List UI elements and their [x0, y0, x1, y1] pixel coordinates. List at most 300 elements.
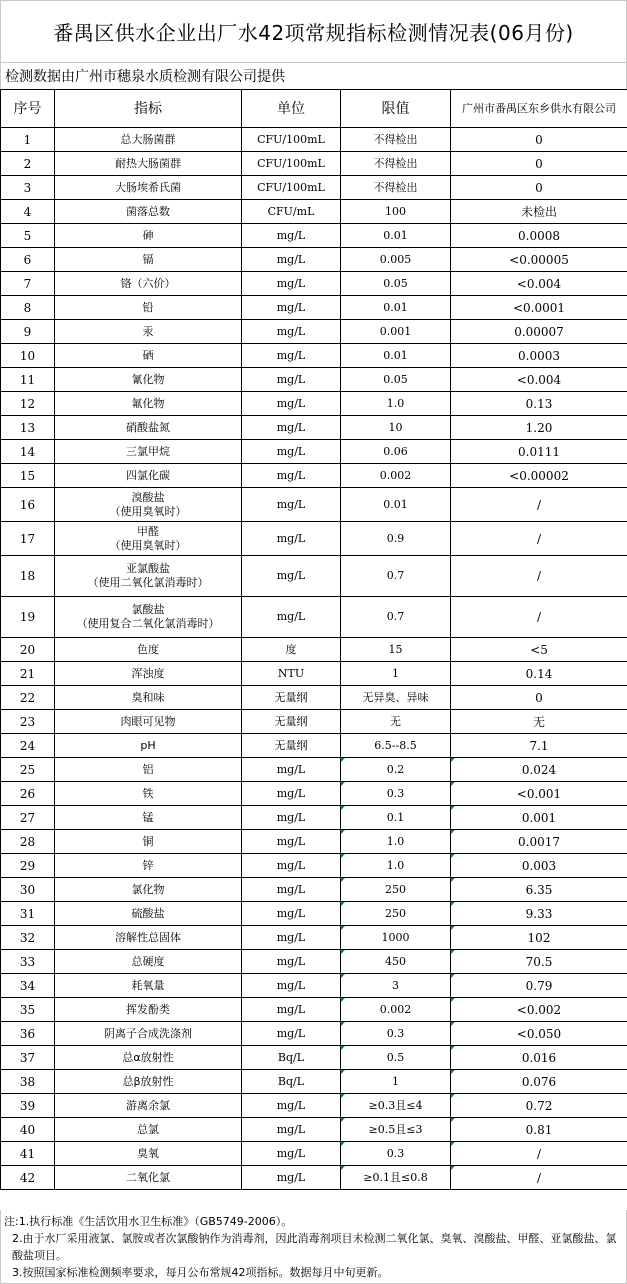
cell-indicator [55, 344, 242, 368]
cell-result: / [451, 556, 627, 597]
cell-seq: 33 [1, 950, 55, 974]
indicator-name: 锌 [142, 858, 154, 872]
cell-unit: Bq/L [242, 1070, 341, 1094]
indicator-name: 臭氧 [137, 1146, 159, 1160]
cell-indicator [55, 1118, 242, 1142]
cell-result: 0 [451, 152, 627, 176]
cell-indicator [55, 974, 242, 998]
cell-seq: 28 [1, 830, 55, 854]
header-seq: 序号 [1, 90, 55, 128]
cell-unit: mg/L [242, 878, 341, 902]
table-row [1, 1022, 627, 1046]
cell-result: 0.001 [451, 806, 627, 830]
cell-unit: 度 [242, 638, 341, 662]
cell-unit: mg/L [242, 1166, 341, 1190]
cell-limit: 不得检出 [341, 152, 451, 176]
cell-indicator [55, 488, 242, 522]
table-row [1, 902, 627, 926]
cell-result: <0.00005 [451, 248, 627, 272]
indicator-name: 锰 [142, 810, 154, 824]
cell-limit: 无异臭、异味 [341, 686, 451, 710]
cell-result: 0.0017 [451, 830, 627, 854]
cell-seq: 27 [1, 806, 55, 830]
cell-unit: mg/L [242, 902, 341, 926]
cell-limit: 0.5 [341, 1046, 451, 1070]
cell-unit: Bq/L [242, 1046, 341, 1070]
table-row [1, 1166, 627, 1190]
cell-seq: 14 [1, 440, 55, 464]
header-indicator: 指标 [55, 90, 242, 128]
cell-limit: 1.0 [341, 830, 451, 854]
indicator-name: 氰化物 [131, 372, 165, 386]
cell-result: / [451, 1142, 627, 1166]
cell-seq: 40 [1, 1118, 55, 1142]
indicator-condition: （使用二氧化氯消毒时） [87, 576, 209, 589]
cell-indicator [55, 734, 242, 758]
table-row [1, 488, 627, 522]
header-company: 广州市番禺区东乡供水有限公司 [451, 90, 627, 128]
cell-limit: 0.005 [341, 248, 451, 272]
cell-limit: 0.05 [341, 368, 451, 392]
cell-result: <0.050 [451, 1022, 627, 1046]
indicator-name: 铅 [142, 300, 154, 314]
cell-indicator [55, 926, 242, 950]
table-row [1, 597, 627, 638]
indicator-name: 铁 [142, 786, 154, 800]
table-row [1, 200, 627, 224]
cell-indicator [55, 854, 242, 878]
cell-seq: 3 [1, 176, 55, 200]
cell-unit: 无量纲 [242, 710, 341, 734]
cell-result: 0.076 [451, 1070, 627, 1094]
cell-result: / [451, 597, 627, 638]
cell-unit: mg/L [242, 597, 341, 638]
table-row [1, 974, 627, 998]
indicator-name: 二氧化氯 [126, 1170, 170, 1184]
cell-indicator [55, 248, 242, 272]
indicator-name: 总硬度 [131, 954, 165, 968]
note-2: 2.由于水厂采用液氯、氯胺或者次氯酸钠作为消毒剂，因此消毒剂项目未检测二氧化氯、臭氧、溴酸盐、甲醛、亚氯酸盐、氯酸盐项目。 [12, 1232, 617, 1262]
indicator-name: 臭和味 [131, 690, 165, 704]
cell-seq: 23 [1, 710, 55, 734]
cell-limit: 0.01 [341, 488, 451, 522]
cell-limit: 1000 [341, 926, 451, 950]
cell-indicator [55, 638, 242, 662]
table-header-row [1, 90, 627, 128]
indicator-name: 氯酸盐 [131, 603, 165, 616]
cell-seq: 32 [1, 926, 55, 950]
cell-result: <0.0001 [451, 296, 627, 320]
cell-indicator [55, 320, 242, 344]
cell-seq: 22 [1, 686, 55, 710]
cell-result: 0.14 [451, 662, 627, 686]
cell-seq: 15 [1, 464, 55, 488]
cell-result: 7.1 [451, 734, 627, 758]
indicator-name: 菌落总数 [126, 204, 170, 218]
cell-result: 0.0008 [451, 224, 627, 248]
cell-limit: 100 [341, 200, 451, 224]
table-row [1, 758, 627, 782]
cell-seq: 30 [1, 878, 55, 902]
cell-unit: mg/L [242, 1022, 341, 1046]
cell-unit: mg/L [242, 320, 341, 344]
cell-result: / [451, 1166, 627, 1190]
cell-seq: 8 [1, 296, 55, 320]
cell-unit: mg/L [242, 998, 341, 1022]
indicator-condition: （使用复合二氧化氯消毒时） [76, 617, 220, 630]
indicator-name: 甲醛 [137, 524, 159, 538]
cell-indicator [55, 392, 242, 416]
indicator-condition: （使用臭氧时） [109, 538, 187, 552]
cell-unit: CFU/100mL [242, 176, 341, 200]
cell-indicator [55, 1046, 242, 1070]
cell-unit: mg/L [242, 440, 341, 464]
cell-unit: mg/L [242, 806, 341, 830]
page-title: 番禺区供水企业出厂水42项常规指标检测情况表(06月份) [0, 0, 627, 62]
cell-result: <0.001 [451, 782, 627, 806]
cell-unit: mg/L [242, 1142, 341, 1166]
cell-unit: mg/L [242, 1094, 341, 1118]
table-row [1, 1046, 627, 1070]
cell-indicator [55, 686, 242, 710]
cell-indicator [55, 464, 242, 488]
table-row [1, 950, 627, 974]
table-row [1, 1142, 627, 1166]
cell-indicator [55, 902, 242, 926]
cell-unit: mg/L [242, 248, 341, 272]
cell-result: <0.004 [451, 272, 627, 296]
cell-seq: 34 [1, 974, 55, 998]
indicator-name: 色度 [137, 642, 159, 656]
cell-unit: mg/L [242, 974, 341, 998]
table-body [1, 128, 627, 1190]
cell-seq: 29 [1, 854, 55, 878]
cell-seq: 42 [1, 1166, 55, 1190]
cell-limit: 0.01 [341, 296, 451, 320]
indicator-name: 四氯化碳 [126, 468, 170, 482]
cell-limit: 不得检出 [341, 128, 451, 152]
cell-seq: 18 [1, 556, 55, 597]
indicator-name: 氟化物 [131, 396, 165, 410]
cell-seq: 39 [1, 1094, 55, 1118]
cell-result: 0 [451, 128, 627, 152]
cell-limit: 无 [341, 710, 451, 734]
cell-result: <0.00002 [451, 464, 627, 488]
cell-limit: 1 [341, 1070, 451, 1094]
cell-limit: 1 [341, 662, 451, 686]
cell-seq: 13 [1, 416, 55, 440]
cell-unit: mg/L [242, 272, 341, 296]
cell-unit: mg/L [242, 1118, 341, 1142]
indicator-name: 挥发酚类 [126, 1002, 170, 1016]
table-row [1, 782, 627, 806]
cell-indicator [55, 782, 242, 806]
cell-result: 无 [451, 710, 627, 734]
table-row [1, 368, 627, 392]
cell-limit: 10 [341, 416, 451, 440]
cell-seq: 17 [1, 522, 55, 556]
indicator-name: 硫酸盐 [131, 906, 165, 920]
cell-unit: 无量纲 [242, 734, 341, 758]
table-row [1, 272, 627, 296]
cell-result: 0.0003 [451, 344, 627, 368]
cell-limit: 0.002 [341, 464, 451, 488]
table-row [1, 248, 627, 272]
indicator-name: pH [140, 738, 156, 752]
cell-unit: mg/L [242, 224, 341, 248]
cell-result: 0.003 [451, 854, 627, 878]
indicator-name: 溶解性总固体 [115, 930, 181, 944]
table-row [1, 522, 627, 556]
table-row [1, 854, 627, 878]
cell-result: <0.002 [451, 998, 627, 1022]
cell-indicator [55, 272, 242, 296]
cell-indicator [55, 522, 242, 556]
table-row [1, 686, 627, 710]
cell-unit: mg/L [242, 950, 341, 974]
table-row [1, 710, 627, 734]
cell-unit: NTU [242, 662, 341, 686]
cell-seq: 6 [1, 248, 55, 272]
cell-result: 0.81 [451, 1118, 627, 1142]
cell-unit: CFU/100mL [242, 152, 341, 176]
cell-limit: 0.9 [341, 522, 451, 556]
cell-limit: 0.002 [341, 998, 451, 1022]
data-source-line: 检测数据由广州市穗泉水质检测有限公司提供 [0, 62, 627, 89]
table-row [1, 152, 627, 176]
cell-indicator [55, 224, 242, 248]
cell-unit: mg/L [242, 782, 341, 806]
cell-result: <5 [451, 638, 627, 662]
cell-indicator [55, 998, 242, 1022]
cell-result: 0.016 [451, 1046, 627, 1070]
table-row [1, 128, 627, 152]
cell-unit: 无量纲 [242, 686, 341, 710]
indicator-name: 总氯 [137, 1122, 159, 1136]
cell-unit: mg/L [242, 830, 341, 854]
cell-seq: 21 [1, 662, 55, 686]
cell-limit: 3 [341, 974, 451, 998]
cell-unit: mg/L [242, 416, 341, 440]
cell-indicator [55, 806, 242, 830]
table-row [1, 416, 627, 440]
cell-seq: 25 [1, 758, 55, 782]
cell-indicator [55, 1142, 242, 1166]
cell-seq: 20 [1, 638, 55, 662]
table-row [1, 806, 627, 830]
cell-limit: 0.7 [341, 597, 451, 638]
table-row [1, 926, 627, 950]
cell-seq: 1 [1, 128, 55, 152]
cell-unit: mg/L [242, 522, 341, 556]
cell-result: / [451, 488, 627, 522]
cell-unit: mg/L [242, 464, 341, 488]
cell-result: 0.72 [451, 1094, 627, 1118]
cell-limit: 0.01 [341, 224, 451, 248]
header-limit: 限值 [341, 90, 451, 128]
table-row [1, 1070, 627, 1094]
cell-limit: 0.3 [341, 1142, 451, 1166]
header-unit: 单位 [242, 90, 341, 128]
cell-indicator [55, 597, 242, 638]
cell-unit: CFU/100mL [242, 128, 341, 152]
indicator-name: 铜 [142, 834, 154, 848]
cell-limit: 0.3 [341, 1022, 451, 1046]
cell-result: 102 [451, 926, 627, 950]
notes-section [0, 1210, 627, 1284]
cell-indicator [55, 416, 242, 440]
indicator-condition: （使用臭氧时） [109, 504, 187, 518]
indicator-name: 硝酸盐氮 [126, 420, 170, 434]
indicator-name: 总大肠菌群 [120, 132, 176, 146]
indicator-name: 溴酸盐 [131, 490, 165, 504]
cell-unit: mg/L [242, 758, 341, 782]
cell-result: 0.0111 [451, 440, 627, 464]
indicator-name: 肉眼可见物 [120, 714, 176, 728]
table-row [1, 344, 627, 368]
table-row [1, 662, 627, 686]
table-row [1, 556, 627, 597]
cell-limit: 0.001 [341, 320, 451, 344]
cell-seq: 7 [1, 272, 55, 296]
cell-seq: 38 [1, 1070, 55, 1094]
table-row [1, 830, 627, 854]
cell-indicator [55, 128, 242, 152]
table-row [1, 224, 627, 248]
cell-indicator [55, 152, 242, 176]
cell-unit: mg/L [242, 926, 341, 950]
indicator-name: 大肠埃希氏菌 [115, 180, 181, 194]
cell-limit: 450 [341, 950, 451, 974]
indicator-name: 硒 [142, 348, 154, 362]
cell-result: 9.33 [451, 902, 627, 926]
cell-result: / [451, 522, 627, 556]
indicator-name: 总β放射性 [122, 1074, 174, 1088]
indicator-name: 总α放射性 [122, 1050, 174, 1064]
table-row [1, 176, 627, 200]
cell-indicator [55, 878, 242, 902]
table-row [1, 464, 627, 488]
cell-indicator [55, 710, 242, 734]
indicator-name: 游离余氯 [126, 1098, 170, 1112]
cell-limit: 6.5--8.5 [341, 734, 451, 758]
indicator-name: 镉 [142, 252, 154, 266]
table-row [1, 638, 627, 662]
cell-seq: 26 [1, 782, 55, 806]
indicator-name: 砷 [142, 228, 154, 242]
cell-indicator [55, 1166, 242, 1190]
table-row [1, 998, 627, 1022]
cell-seq: 37 [1, 1046, 55, 1070]
cell-limit: 1.0 [341, 854, 451, 878]
indicator-name: 铝 [142, 762, 154, 776]
indicator-name: 三氯甲烷 [126, 444, 170, 458]
table-row [1, 392, 627, 416]
cell-limit: ≥0.1且≤0.8 [341, 1166, 451, 1190]
cell-result: 未检出 [451, 200, 627, 224]
cell-result: 0 [451, 686, 627, 710]
table-row [1, 878, 627, 902]
cell-seq: 16 [1, 488, 55, 522]
cell-result: 0.79 [451, 974, 627, 998]
cell-limit: 0.7 [341, 556, 451, 597]
cell-indicator [55, 1022, 242, 1046]
water-quality-table [0, 89, 627, 1190]
cell-result: 0.00007 [451, 320, 627, 344]
cell-unit: mg/L [242, 296, 341, 320]
cell-indicator [55, 176, 242, 200]
cell-indicator [55, 440, 242, 464]
cell-unit: mg/L [242, 488, 341, 522]
indicator-name: 耗氧量 [131, 978, 165, 992]
cell-unit: mg/L [242, 368, 341, 392]
cell-indicator [55, 296, 242, 320]
cell-result: 70.5 [451, 950, 627, 974]
cell-limit: 250 [341, 902, 451, 926]
cell-result: 0.024 [451, 758, 627, 782]
cell-seq: 9 [1, 320, 55, 344]
indicator-name: 阴离子合成洗涤剂 [104, 1026, 192, 1040]
cell-seq: 41 [1, 1142, 55, 1166]
cell-limit: 1.0 [341, 392, 451, 416]
cell-result: 6.35 [451, 878, 627, 902]
cell-seq: 4 [1, 200, 55, 224]
cell-limit: 0.2 [341, 758, 451, 782]
note-3: 3.按照国家标准检测频率要求，每月公布常规42项指标。数据每月中旬更新。 [12, 1266, 389, 1279]
cell-limit: 15 [341, 638, 451, 662]
cell-indicator [55, 830, 242, 854]
cell-limit: 0.05 [341, 272, 451, 296]
cell-limit: 250 [341, 878, 451, 902]
table-row [1, 1118, 627, 1142]
cell-limit: 0.1 [341, 806, 451, 830]
cell-seq: 12 [1, 392, 55, 416]
table-row [1, 296, 627, 320]
indicator-name: 氯化物 [131, 882, 165, 896]
cell-indicator [55, 1070, 242, 1094]
indicator-name: 耐热大肠菌群 [115, 156, 181, 170]
indicator-name: 铬（六价） [120, 276, 176, 290]
table-row [1, 440, 627, 464]
cell-limit: 不得检出 [341, 176, 451, 200]
cell-unit: mg/L [242, 854, 341, 878]
cell-indicator [55, 368, 242, 392]
cell-seq: 35 [1, 998, 55, 1022]
cell-indicator [55, 950, 242, 974]
indicator-name: 浑浊度 [131, 666, 165, 680]
indicator-name: 亚氯酸盐 [126, 562, 170, 575]
table-row [1, 1094, 627, 1118]
cell-seq: 36 [1, 1022, 55, 1046]
cell-indicator [55, 758, 242, 782]
cell-result: <0.004 [451, 368, 627, 392]
cell-unit: mg/L [242, 392, 341, 416]
cell-indicator [55, 1094, 242, 1118]
cell-seq: 10 [1, 344, 55, 368]
cell-indicator [55, 662, 242, 686]
table-row [1, 734, 627, 758]
cell-seq: 5 [1, 224, 55, 248]
cell-limit: 0.06 [341, 440, 451, 464]
cell-seq: 19 [1, 597, 55, 638]
cell-limit: 0.01 [341, 344, 451, 368]
cell-limit: ≥0.5且≤3 [341, 1118, 451, 1142]
cell-seq: 24 [1, 734, 55, 758]
cell-result: 0.13 [451, 392, 627, 416]
table-row [1, 320, 627, 344]
cell-indicator [55, 200, 242, 224]
cell-seq: 2 [1, 152, 55, 176]
